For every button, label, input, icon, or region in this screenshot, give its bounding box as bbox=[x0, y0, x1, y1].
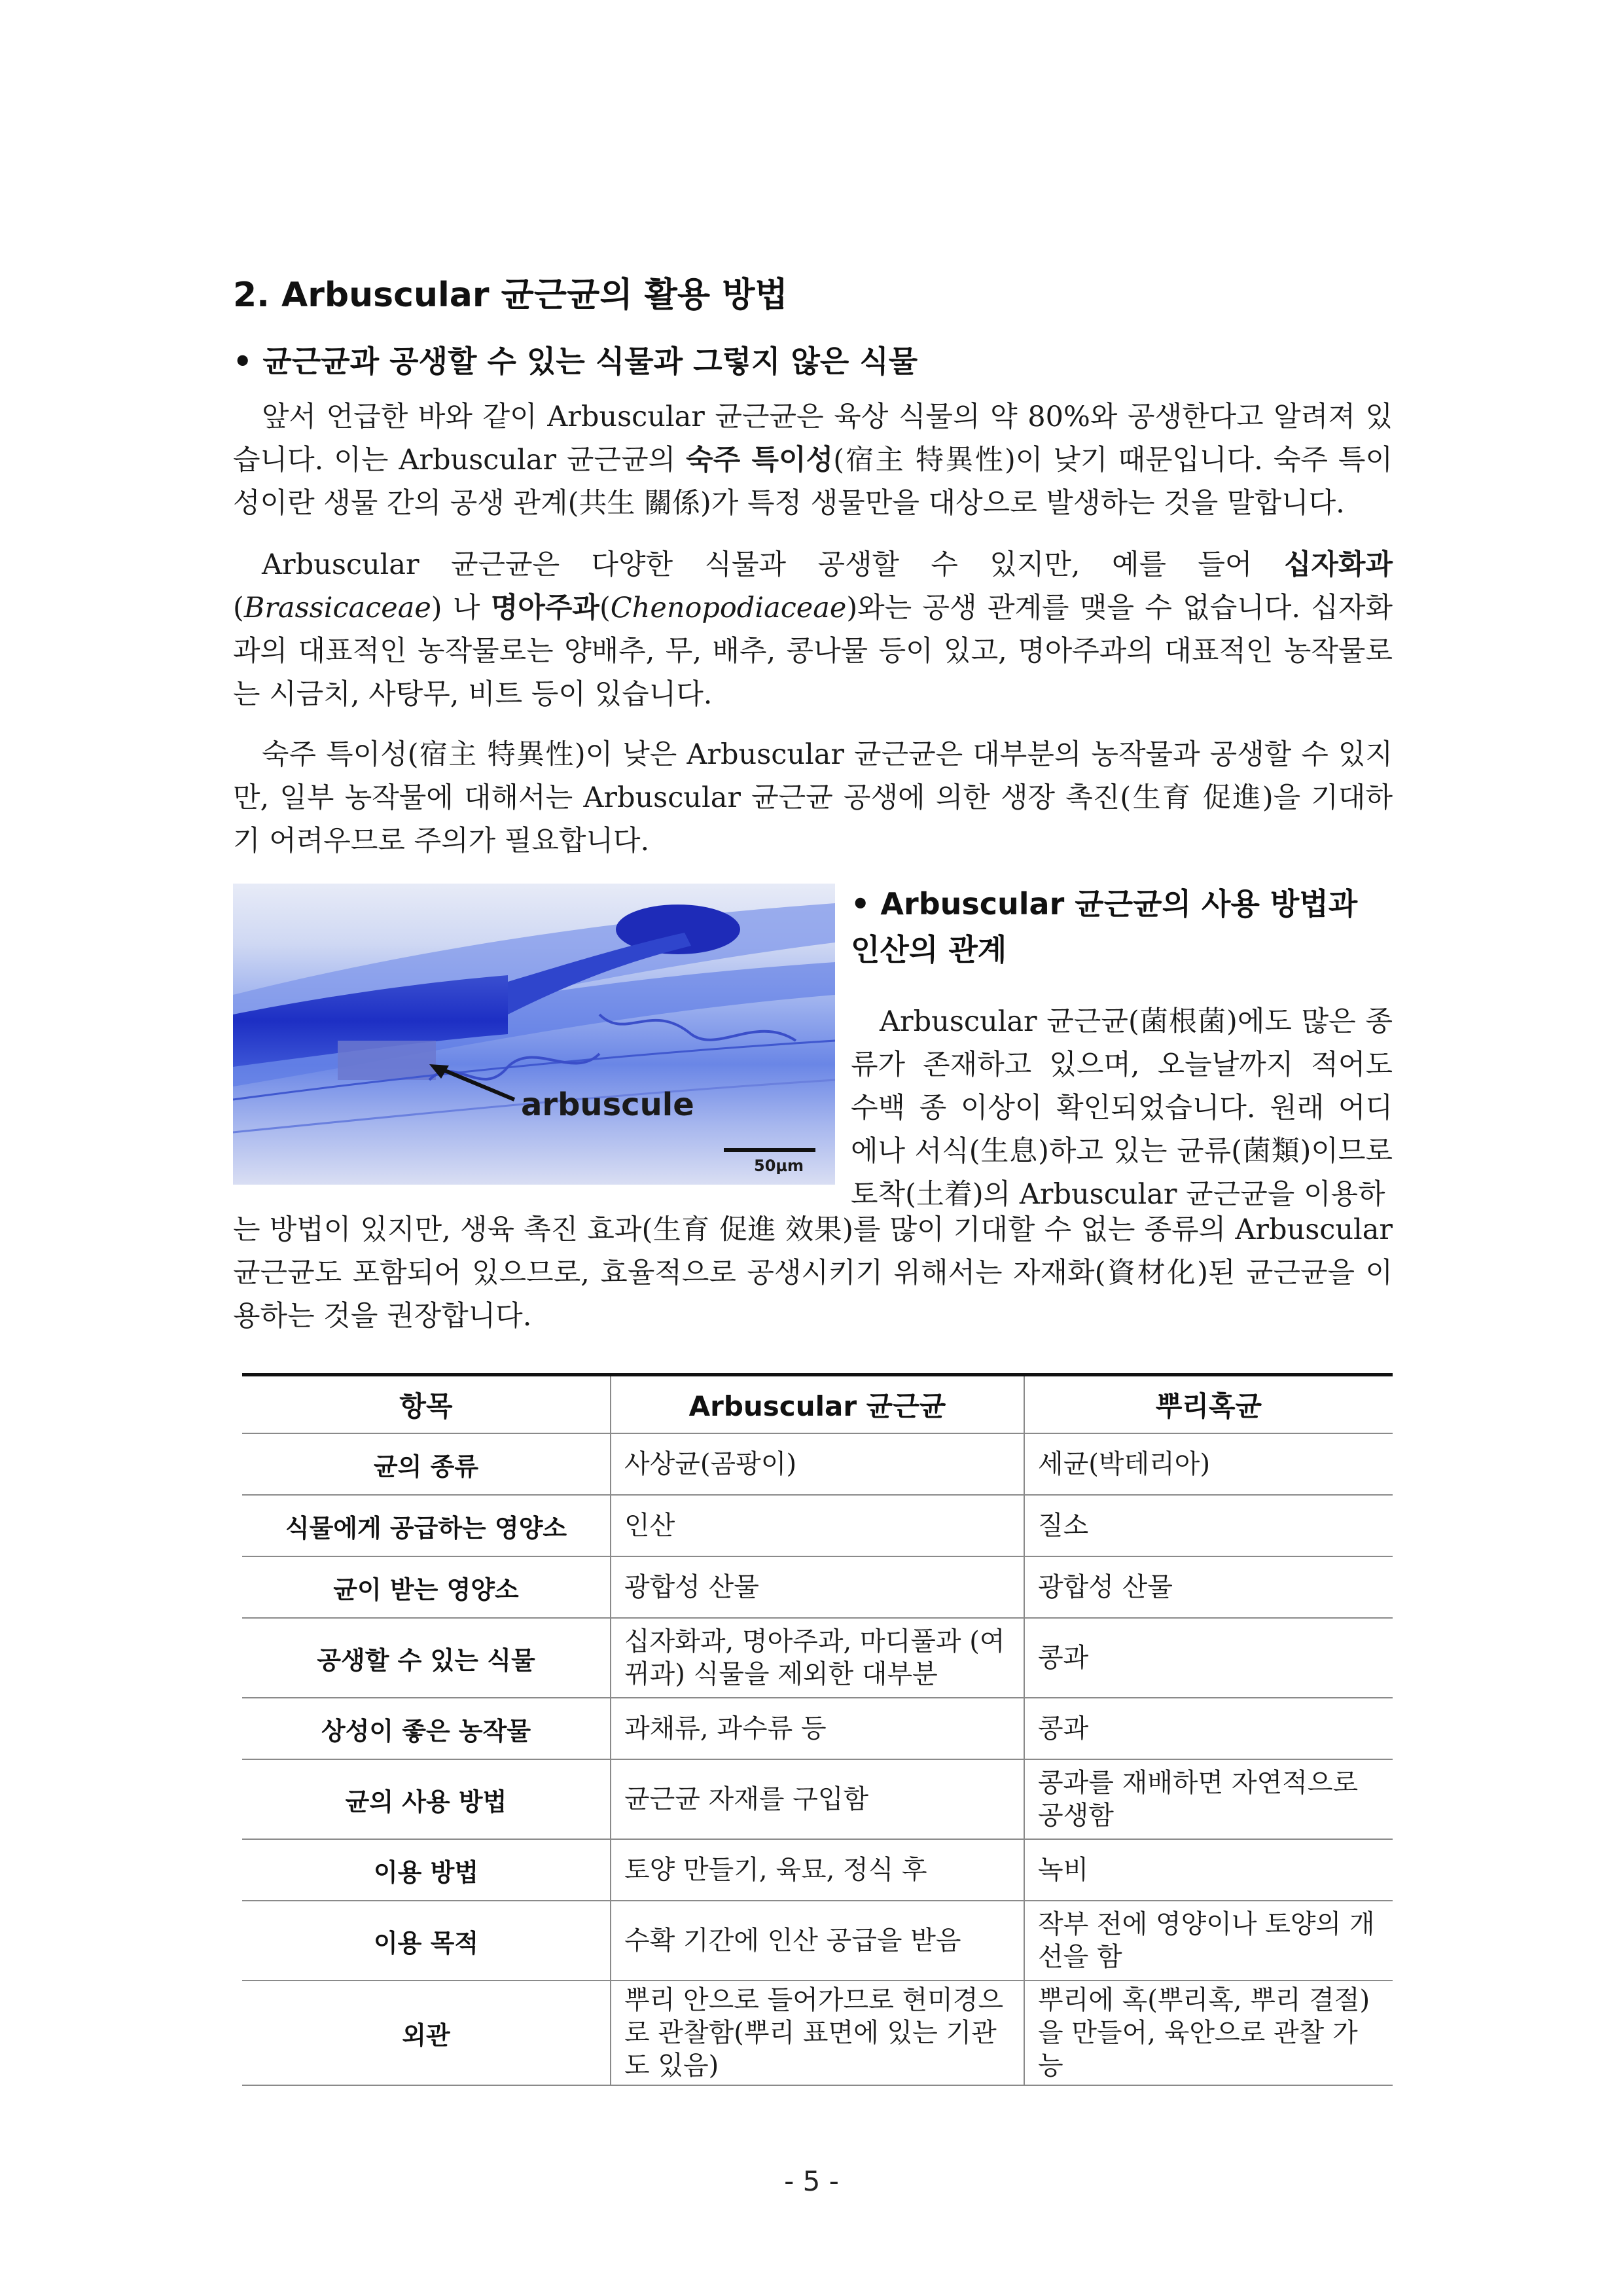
row-label: 이용 목적 bbox=[242, 1901, 611, 1981]
row-label: 식물에게 공급하는 영양소 bbox=[242, 1495, 611, 1556]
paragraph-species-continued: 는 방법이 있지만, 생육 촉진 효과(生育 促進 效果)를 많이 기대할 수 없는 종류의 Arbuscular 균근균도 포함되어 있으므로, 효율적으로 공생시키기 위해서는 자재화(資材化)된 균근균을 이용하는 것을 권장합니다. bbox=[233, 1213, 1393, 1333]
table-row bbox=[242, 1839, 1393, 1901]
row-label: 공생할 수 있는 식물 bbox=[242, 1618, 611, 1698]
cell-arbuscular: 과채류, 과수류 등 bbox=[611, 1698, 1024, 1759]
cell-rhizobia: 작부 전에 영양이나 토양의 개선을 함 bbox=[1024, 1901, 1393, 1981]
cell-arbuscular: 토양 만들기, 육묘, 정식 후 bbox=[611, 1839, 1024, 1901]
cell-arbuscular: 십자화과, 명아주과, 마디풀과 (여뀌과) 식물을 제외한 대부분 bbox=[611, 1618, 1024, 1698]
row-label: 이용 방법 bbox=[242, 1839, 611, 1901]
paragraph-host-specificity: 앞서 언급한 바와 같이 Arbuscular 균근균은 육상 식물의 약 80%와 공생한다고 알려져 있습니다. 이는 Arbuscular 균근균의 숙주 특이성(宿主 特異性)이 낮기 때문입니다. 숙주 특이성이란 생물 간의 공생 관계(共生 關係)가 특정 생물만을 대상으로 발생하는 것을 말합니다. bbox=[233, 401, 1393, 520]
micrograph-image bbox=[233, 884, 835, 1185]
table-row bbox=[242, 1433, 1393, 1495]
cell-rhizobia: 질소 bbox=[1024, 1495, 1393, 1556]
comparison-table bbox=[242, 1373, 1393, 2086]
paragraph-species-side: Arbuscular 균근균(菌根菌)에도 많은 종류가 존재하고 있으며, 오늘날까지 적어도 수백 종 이상이 확인되었습니다. 원래 어디에나 서식(生息)하고 있는 균류(菌類)이므로 토착(土着)의 Arbuscular 균근균을 이용하 bbox=[851, 1005, 1393, 1211]
paragraph-non-host-plants: Arbuscular 균근균은 다양한 식물과 공생할 수 있지만, 예를 들어 십자화과(Brassicaceae) 나 명아주과(Chenopodiaceae)와는 공생 관계를 맺을 수 없습니다. 십자화과의 대표적인 농작물로는 양배추, 무, 배추, 콩나물 등이 있고, 명아주과의 대표적인 농작물로는 시금치, 사탕무, 비트 등이 있습니다. bbox=[233, 548, 1393, 711]
subsection-title-usage-phosphate: • Arbuscular 균근균의 사용 방법과 인산의 관계 bbox=[851, 886, 1358, 967]
cell-rhizobia: 콩과 bbox=[1024, 1618, 1393, 1698]
table-row bbox=[242, 1495, 1393, 1556]
arbuscule-micrograph bbox=[233, 884, 835, 1185]
header-rhizobia: 뿌리혹균 bbox=[1024, 1375, 1393, 1434]
cell-arbuscular: 사상균(곰팡이) bbox=[611, 1433, 1024, 1495]
cell-arbuscular: 광합성 산물 bbox=[611, 1556, 1024, 1618]
row-label: 상성이 좋은 농작물 bbox=[242, 1698, 611, 1759]
row-label: 균의 종류 bbox=[242, 1433, 611, 1495]
row-label: 외관 bbox=[242, 1981, 611, 2085]
cell-arbuscular: 수확 기간에 인산 공급을 받음 bbox=[611, 1901, 1024, 1981]
table-row bbox=[242, 1901, 1393, 1981]
paragraph-caution: 숙주 특이성(宿主 特異性)이 낮은 Arbuscular 균근균은 대부분의 농작물과 공생할 수 있지만, 일부 농작물에 대해서는 Arbuscular 균근균 공생에 의한 생장 촉진(生育 促進)을 기대하기 어려우므로 주의가 필요합니다. bbox=[233, 738, 1393, 857]
cell-rhizobia: 콩과 bbox=[1024, 1698, 1393, 1759]
table-row bbox=[242, 1618, 1393, 1698]
table-row bbox=[242, 1698, 1393, 1759]
cell-arbuscular: 뿌리 안으로 들어가므로 현미경으로 관찰함(뿌리 표면에 있는 기관도 있음) bbox=[611, 1981, 1024, 2085]
cell-arbuscular: 인산 bbox=[611, 1495, 1024, 1556]
cell-rhizobia: 뿌리에 혹(뿌리혹, 뿌리 결절)을 만들어, 육안으로 관찰 가능 bbox=[1024, 1981, 1393, 2085]
table-row bbox=[242, 1759, 1393, 1839]
arbuscule-label: arbuscule bbox=[521, 1086, 694, 1123]
table-row bbox=[242, 1556, 1393, 1618]
cell-rhizobia: 콩과를 재배하면 자연적으로 공생함 bbox=[1024, 1759, 1393, 1839]
cell-rhizobia: 세균(박테리아) bbox=[1024, 1433, 1393, 1495]
cell-rhizobia: 광합성 산물 bbox=[1024, 1556, 1393, 1618]
scale-label: 50μm bbox=[754, 1157, 804, 1175]
cell-rhizobia: 녹비 bbox=[1024, 1839, 1393, 1901]
page-number: - 5 - bbox=[784, 2165, 839, 2197]
section-title: 2. Arbuscular 균근균의 활용 방법 bbox=[233, 276, 788, 315]
cell-arbuscular: 균근균 자재를 구입함 bbox=[611, 1759, 1024, 1839]
row-label: 균이 받는 영양소 bbox=[242, 1556, 611, 1618]
table-header-row bbox=[242, 1375, 1393, 1434]
row-label: 균의 사용 방법 bbox=[242, 1759, 611, 1839]
subsection-title-host-plants: • 균근균과 공생할 수 있는 식물과 그렇지 않은 식물 bbox=[233, 344, 918, 379]
header-arbuscular: Arbuscular 균근균 bbox=[611, 1375, 1024, 1434]
table-row bbox=[242, 1981, 1393, 2085]
header-item: 항목 bbox=[242, 1375, 611, 1434]
